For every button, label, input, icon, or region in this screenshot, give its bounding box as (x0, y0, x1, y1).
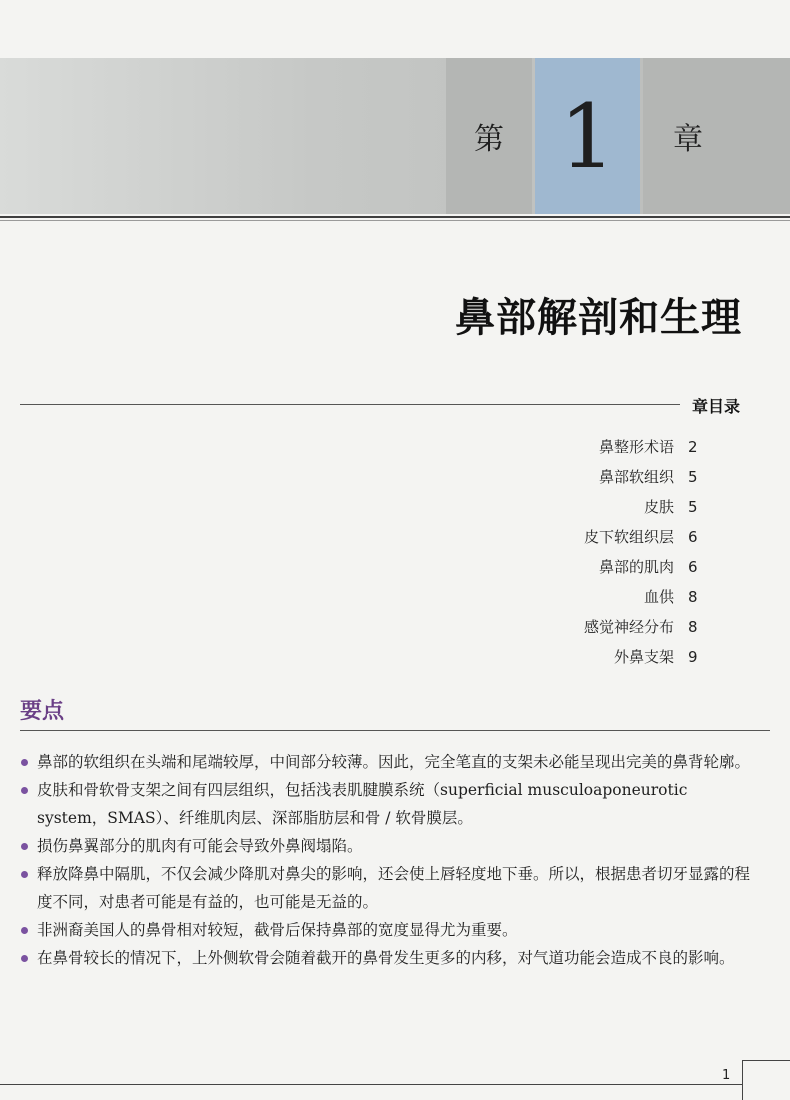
bullet-dot-icon (21, 843, 28, 850)
key-point-item (20, 748, 755, 776)
key-point-text: 损伤鼻翼部分的肌肉有可能会导致外鼻阀塌陷。 (37, 837, 363, 855)
key-point-item (20, 916, 755, 944)
toc-item-page: 2 (688, 438, 698, 456)
toc-item[interactable] (584, 582, 698, 612)
toc-item[interactable] (583, 612, 698, 642)
toc-item[interactable] (584, 552, 698, 582)
toc-item-label: 皮下软组织层 (583, 528, 674, 546)
bullet-dot-icon (21, 927, 28, 934)
footer-corner-rule (742, 1060, 743, 1100)
toc-item-page: 6 (688, 558, 698, 576)
toc-item[interactable] (584, 642, 698, 672)
chapter-suffix: 章 (643, 58, 790, 214)
header-divider-thin (0, 220, 790, 221)
toc-item-label: 感觉神经分布 (583, 618, 674, 636)
key-point-item (20, 860, 755, 916)
toc-item[interactable] (584, 492, 698, 522)
toc-item-label: 外鼻支架 (613, 648, 674, 666)
toc-item-page: 5 (688, 468, 698, 486)
bullet-dot-icon (21, 955, 28, 962)
toc-item-page: 5 (688, 498, 698, 516)
toc-divider (20, 404, 680, 405)
toc-item-page: 6 (688, 528, 698, 546)
toc-item-page: 8 (688, 618, 698, 636)
toc-item-label: 皮肤 (643, 498, 674, 516)
key-points-heading: 要点 (20, 699, 65, 724)
page-number: 1 (722, 1068, 731, 1083)
key-point-item (20, 776, 755, 832)
toc-heading: 章目录 (691, 397, 740, 416)
toc-item[interactable] (584, 432, 698, 462)
toc-item-page: 8 (688, 588, 698, 606)
toc-item[interactable] (583, 522, 698, 552)
toc-item-label: 鼻部软组织 (598, 468, 674, 486)
bullet-dot-icon (21, 787, 28, 794)
toc-item-label: 血供 (643, 588, 674, 606)
footer-rule (0, 1084, 742, 1085)
toc-item-label: 鼻部的肌肉 (598, 558, 674, 576)
key-point-text: 在鼻骨较长的情况下，上外侧软骨会随着截开的鼻骨发生更多的内移，对气道功能会造成不良的影响。 (37, 949, 735, 967)
header-divider (0, 216, 790, 218)
key-points-divider (20, 730, 770, 731)
key-point-text: 皮肤和骨软骨支架之间有四层组织，包括浅表肌腱膜系统（superficial musculoaponeurotic system，SMAS）、纤维肌肉层、深部脂肪层和骨 / 软骨膜层。 (37, 781, 688, 827)
chapter-title: 鼻部解剖和生理 (455, 295, 742, 341)
toc-list (583, 432, 698, 672)
chapter-number: 1 (535, 58, 640, 214)
key-points-list (20, 748, 755, 972)
bullet-dot-icon (21, 759, 28, 766)
key-point-text: 鼻部的软组织在头端和尾端较厚，中间部分较薄。因此，完全笔直的支架未必能呈现出完美的鼻背轮廓。 (37, 753, 751, 771)
toc-item-page: 9 (688, 648, 698, 666)
key-point-text: 非洲裔美国人的鼻骨相对较短，截骨后保持鼻部的宽度显得尤为重要。 (37, 921, 518, 939)
key-point-item (20, 944, 755, 972)
key-point-text: 释放降鼻中隔肌，不仅会减少降肌对鼻尖的影响，还会使上唇轻度地下垂。所以，根据患者切牙显露的程度不同，对患者可能是有益的，也可能是无益的。 (37, 865, 751, 911)
footer-corner-hook (742, 1060, 790, 1061)
chapter-prefix: 第 (446, 58, 532, 214)
key-point-item (20, 832, 755, 860)
toc-item[interactable] (584, 462, 698, 492)
bullet-dot-icon (21, 871, 28, 878)
toc-item-label: 鼻整形术语 (598, 438, 674, 456)
